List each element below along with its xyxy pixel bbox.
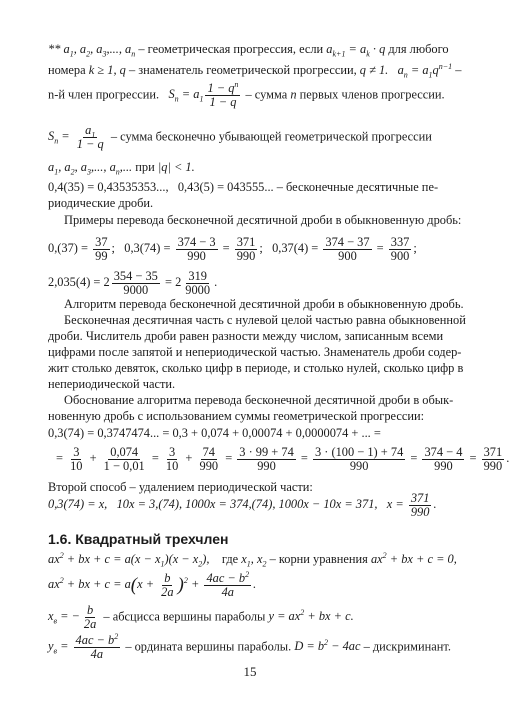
text-vertex-x: – абсцисса вершины параболы <box>103 609 266 624</box>
text-sum: – сумма <box>245 87 288 102</box>
text-when: при <box>135 160 155 174</box>
formula-vertex-y: $y_в$ = $\frac{4ac - b^2}{4a}$ <box>48 631 119 661</box>
text-algorithm-3: цифрами после запятой и непериодической частью. Знаменатель дроби содер- <box>48 345 462 359</box>
gp-condition-line <box>48 160 195 175</box>
justification-line-2 <box>48 409 424 424</box>
formula-second-method: 0,3(74) = x, 10x = 3,(74), 1000x = 374,(74), 1000x − 10x = 371, x = $\frac{371}{990}$ . <box>48 491 437 519</box>
text-second-method: Второй способ – удалением периодической части: <box>48 480 313 494</box>
text-algorithm-1: Бесконечная десятичная часть с нулевой целой частью равна обыкновенной <box>64 313 466 327</box>
formula-gp-terms-2: $a_1$, $a_2$, $a_3$,..., $a_n$,... <box>48 160 136 177</box>
text-justification-1: Обоснование алгоритма перевода бесконечной десятичной дроби в обык- <box>64 393 454 407</box>
text-algorithm-title: Алгоритм перевода бесконечной десятичной дроби в обыкновенную дробь. <box>64 297 464 311</box>
page-number: 15 <box>243 664 257 679</box>
formula-example-1: 0,(37) = $\frac{37}{99}$ ; 0,3(74) = $\frac{374 - 3}{990}$ = $\frac{371}{990}$ ; 0,37(4) = $\frac{374 - 37}{900}$ = $\frac{337}{900}$ ; <box>48 235 417 263</box>
algorithm-line-2 <box>48 329 443 344</box>
text-examples: Примеры перевода бесконечной десятичной дроби в обыкновенную дробь: <box>64 213 462 227</box>
gp-nth-term-line: n-й член прогрессии. $S_n = a_1$ $\frac{1 - q^n}{1 - q}$ – сумма n первых членов прогрессии. <box>48 79 445 109</box>
justification-line-1 <box>64 393 453 408</box>
algorithm-line-3 <box>48 345 461 360</box>
text-periodic: – бесконечные десятичные пе- <box>276 180 439 194</box>
formula-gp-terms: ** $a_1$, $a_2$, $a_3$,..., $a_n$ <box>48 42 136 59</box>
example-formulas-2 <box>48 270 217 297</box>
gp-definition-line-2 <box>48 63 461 78</box>
text-where: где <box>221 552 239 566</box>
text-algorithm-4: жит столько девяток, сколько цифр в периоде, и столько нулей, сколько цифр в <box>48 361 464 375</box>
justification-formula-2 <box>56 446 509 473</box>
algorithm-title <box>64 297 464 312</box>
vertex-y-line: $y_в$ = $\frac{4ac - b^2}{4a}$ – ордината вершины параболы. $D = b^2 - 4ac$ – дискриминант. <box>48 631 451 661</box>
algorithm-line-5 <box>48 377 175 392</box>
formula-quadratic-factor: $ax^2$ + bx + $c = a(x - x_1)(x - x_2)$, <box>48 550 222 569</box>
example-formulas-1 <box>48 236 417 263</box>
text-justification-2: новенную дробь с использованием суммы геометрической прогрессии: <box>48 409 425 423</box>
text-periodic-2: риодические дроби. <box>48 196 154 210</box>
formula-justification-1: 0,3(74) = 0,3747474... = 0,3 + 0,074 + 0,00074 + 0,0000074 + ... = <box>48 426 381 440</box>
formula-vertex-x: $x_в$ = − $\frac{b}{2a}$ <box>48 603 97 631</box>
formula-abs-q: |q| < 1. <box>157 160 195 174</box>
quadratic-complete-square <box>48 569 257 599</box>
vertex-x-line: $x_в$ = − $\frac{b}{2a}$ – абсцисса вершины параболы $y = ax^2$ + bx + c. <box>48 603 354 631</box>
text-number: номера <box>48 63 86 77</box>
text-for-any: для любого <box>388 42 449 56</box>
quadratic-factor-line: $ax^2$ + bx + $c = a(x - x_1)(x - x_2)$, где $x_1$, $x_2$ – корни уравнения $ax^2$ + bx + c = 0, <box>48 550 457 569</box>
formula-periodic-examples: 0,4(35) = 0,43535353..., 0,43(5) = 043555... <box>48 180 277 194</box>
gp-definition-line-1 <box>48 42 449 57</box>
formula-complete-square: $ax^2$ + bx + c = a(x + $\frac{b}{2a}$ )$^2$ + $\frac{4ac - b^2}{4a}$ . <box>48 569 257 599</box>
formula-s-infinite: $S_n$ = $\frac{a_1}{1 - q}$ <box>48 123 104 151</box>
algorithm-line-4 <box>48 361 463 376</box>
formula-sn: $S_n = a_1$ $\frac{1 - q^n}{1 - q}$ <box>162 79 239 109</box>
justification-formula-1 <box>48 426 381 441</box>
text-infinite-sum: – сумма бесконечно убывающей геометрической прогрессии <box>110 129 432 144</box>
text-ratio: – знаменатель геометрической прогрессии, <box>128 63 357 77</box>
formula-example-2: 2,035(4) = 2 $\frac{354 - 35}{9000}$ = 2 $\frac{319}{9000}$ . <box>48 269 218 297</box>
text-gp-definition: – геометрическая прогрессия, если <box>138 42 324 56</box>
formula-gp-recurrence: $a_{k+1} = a_k \cdot q$ <box>326 42 389 59</box>
periodic-fractions-line-2 <box>48 196 153 211</box>
second-method-formula <box>48 492 437 519</box>
section-heading: 1.6. Квадратный трехчлен <box>48 531 229 547</box>
formula-k-ge-1: k ≥ 1, q <box>88 63 129 77</box>
formula-justification-2: = $\frac{3}{10}$ + $\frac{0,074}{1 - 0,01}$ = $\frac{3}{10}$ + $\frac{74}{990}$ = $\frac{3 \cdot 99 + 74}{990}$ = $\frac{3 \cdot (100 - 1) + 74}{990}$ = $\frac{374 - 4}{990}$ = $\frac{371}{990}$ <box>56 445 503 473</box>
text-roots: – корни уравнения <box>269 552 368 566</box>
gp-infinite-sum-line <box>48 124 432 151</box>
text-algorithm-5: непериодической части. <box>48 377 176 391</box>
text-first-terms: первых членов прогрессии. <box>299 87 445 102</box>
text-discriminant: – дискриминант. <box>363 639 451 654</box>
text-nth-term: n-й член прогрессии. <box>48 87 160 102</box>
text-vertex-y: – ордината вершины параболы. <box>125 639 292 654</box>
algorithm-line-1 <box>64 313 466 328</box>
text-algorithm-2: дроби. Числитель дроби равен разности между числом, записанным всеми <box>48 329 444 343</box>
examples-title <box>64 213 461 228</box>
formula-q-ne-1: q ≠ 1. $a_n = a_1q^{n-1}$ – <box>359 61 462 80</box>
periodic-fractions-line <box>48 180 438 195</box>
